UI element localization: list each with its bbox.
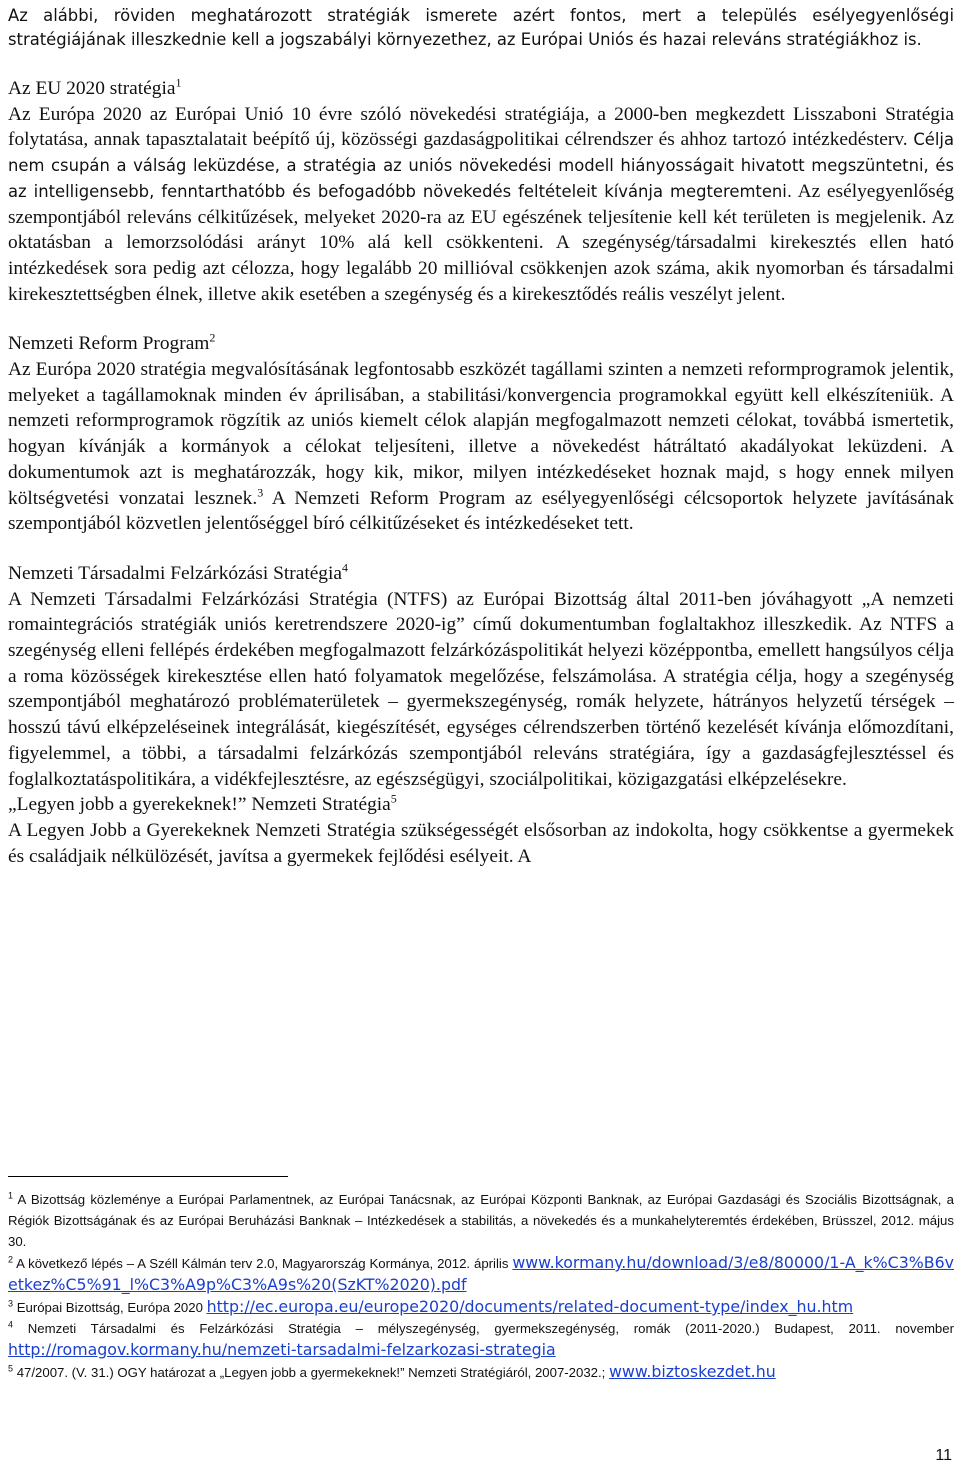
section-body-ntfs: A Nemzeti Társadalmi Felzárkózási Stratégia (NTFS) az Európai Bizottság által 2011-ben jóváhagyott „A nemzeti romaintegrációs stratégiák uniós keretrendszere 2020-ig” című dokumentumban foglaltakhoz illeszkedik. Az NTFS a szegénység elleni fellépés érdekében megfogalmazott felzárkózáspolitikát helyezi középpontba, emellett hangsúlyos célja a roma közösségek kirekesztése ellen ható folyamatok megelőzése, felszámolása. A stratégia célja, hogy a szegénység szempontjából meghatározó problématerületek – gyermekszegénység, romák helyzete, hátrányos helyzetű térségek – hosszú távú elképzeléseinek integrálását, kiegészítését, egységes célrendszerben történő kezelését kívánja előmozdítani, figyelemmel, a többi, a társadalmi felzárkózás szempontjából releváns stratégiára, így a gazdaságfejlesztéssel és foglalkoztatáspolitikára, a vidékfejlesztésre, az egészségügyi, szociálpolitikai, közigazgatási elképzelésekre. xyxy=(8,588,954,790)
footnote-text: A Bizottság közleménye a Európai Parlamentnek, az Európai Tanácsnak, az Európai Központi Banknak, az Európai Gazdasági és Szociális Bizottságnak, a Régiók Bizottságának és az Európai Beruházási Banknak – Intézkedések a stabilitás, a növekedés és a munkahelyteremtés érdekében, Brüsszel, 2012. május 30. xyxy=(8,1192,954,1249)
footnote-text: 47/2007. (V. 31.) OGY határozat a „Legyen jobb a gyermekeknek!” Nemzeti Stratégiáról, 2007-2032.; xyxy=(16,1365,606,1380)
body-text-sans: Célja nem csupán a válság leküzdése, a stratégia az uniós növekedési modell hiányosságait hivatott megszüntetni, és az intelligensebb, fenntarthatóbb és befogadóbb növekedés feltételeit kívánja megteremteni. xyxy=(8,130,954,201)
footnote-ref: 5 xyxy=(390,791,397,806)
section-body-nrp xyxy=(8,357,954,537)
section-body-eu2020 xyxy=(8,102,954,308)
footnote-divider xyxy=(8,1176,288,1177)
body-text: A Nemzeti Reform Program az esélyegyenlőségi célcsoportok helyzete javításának szempontjából közvetlen jelentőséggel bíró célkitűzéseket és intézkedéseket tett. xyxy=(8,487,954,535)
heading-text: Nemzeti Társadalmi Felzárkózási Stratégia xyxy=(8,562,342,584)
section-heading-children xyxy=(8,792,954,818)
section-heading-nrp xyxy=(8,331,954,357)
footnote-text: Nemzeti Társadalmi és Felzárkózási Stratégia – mélyszegénység, gyermekszegénység, romák (2011-2020.) Budapest, 2011. november xyxy=(27,1321,954,1336)
body-text: Az esélyegyenlőség szempontjából releváns célkitűzések, melyeket 2020-ra az EU egészének teljesítenie kell két területen is megjelenik. Az oktatásban a lemorzsolódási arányt 10% alá kell csökkenteni. A szegénység/társadalmi kirekesztés ellen ható intézkedések sora pedig azt célozza, hogy legalább 20 millióval csökkenjen azok száma, akik nyomorban és társadalmi kirekesztettségben élnek, illetve akik esetében a szegénység és a kirekesztődés reális veszélyt jelent. xyxy=(8,180,955,305)
intro-paragraph: Az alábbi, röviden meghatározott stratégiák ismerete azért fontos, mert a település esélyegyenlőségi stratégiájának illeszkednie kell a jogszabályi környezethez, az Európai Uniós és hazai releváns stratégiákhoz is. xyxy=(8,6,954,49)
footnote-ref: 2 xyxy=(209,330,216,345)
document-page xyxy=(8,0,954,869)
heading-text: Az EU 2020 stratégia xyxy=(8,78,176,99)
section-body-children: A Legyen Jobb a Gyerekeknek Nemzeti Stratégia szükségességét elsősorban az indokolta, hogy csökkentse a gyermekek és családjaik nélkülözését, javítsa a gyermekek fejlődési esélyeit. A xyxy=(8,819,954,867)
footnote-ref: 3 xyxy=(257,485,264,500)
footnote-ref: 4 xyxy=(342,560,348,575)
footnote-link[interactable]: www.biztoskezdet.hu xyxy=(609,1362,776,1381)
section-heading-ntfs xyxy=(8,561,954,587)
footnote-ref: 1 xyxy=(175,75,182,90)
footnote-1 xyxy=(8,1189,954,1252)
footnote-number: 4 xyxy=(8,1319,14,1330)
body-text: Az Európa 2020 az Európai Unió 10 évre szóló növekedési stratégiája, a 2000-ben megkezdett Lisszaboni Stratégia folytatása, annak tapasztalatait beépítő új, közösségi gazdaságpolitikai célrendszer és ahhoz tartozó intézkedésterv. xyxy=(8,103,954,151)
footnote-number: 3 xyxy=(8,1298,14,1309)
footnote-text: A következő lépés – A Széll Kálmán terv 2.0, Magyarország Kormánya, 2012. április xyxy=(16,1256,509,1271)
footnotes xyxy=(8,1189,954,1383)
heading-text: „Legyen jobb a gyerekeknek!” Nemzeti Stratégia xyxy=(8,794,391,816)
footnote-number: 5 xyxy=(8,1363,14,1374)
footnote-5 xyxy=(8,1361,954,1383)
body-text: Az Európa 2020 stratégia megvalósításának legfontosabb eszközét tagállami szinten a nemzeti reformprogramok jelentik, melyeket a tagállamoknak minden év áprilisában, a stabilitási/konvergencia programokkal együtt kell elkészíteniük. A nemzeti reformprogramok rögzítik az uniós kiemelt célok alapján megfogalmazott nemzeti célokat, továbbá ismertetik, hogyan kívánják a kormányok a célokat teljesíteni, illetve a növekedést hátráltató akadályokat leküzdeni. A dokumentumok azt is meghatározzák, hogy kik, mikor, milyen intézkedéseket hoznak majd, s hogy ennek milyen költségvetési vonzatai lesznek. xyxy=(8,359,954,509)
footnote-2 xyxy=(8,1252,954,1296)
footnote-link[interactable]: http://ec.europa.eu/europe2020/documents/related-document-type/index_hu.htm xyxy=(206,1297,854,1316)
footnote-3 xyxy=(8,1296,954,1318)
heading-text: Nemzeti Reform Program xyxy=(8,333,210,355)
footnote-link[interactable]: http://romagov.kormany.hu/nemzeti-tarsadalmi-felzarkozasi-strategia xyxy=(8,1340,556,1359)
footnote-text: Európai Bizottság, Európa 2020 xyxy=(16,1300,203,1315)
footnote-number: 2 xyxy=(8,1254,14,1265)
page-number: 11 xyxy=(935,1447,952,1464)
footnote-4 xyxy=(8,1318,954,1361)
footnote-link[interactable]: www.kormany.hu/download/3/e8/80000/1-A_k%C3%B6vetkez%C5%91_l%C3%A9p%C3%A9s%20(SzKT%2020).pdf xyxy=(8,1253,955,1294)
footnote-number: 1 xyxy=(8,1190,14,1201)
section-heading-eu2020 xyxy=(8,76,954,102)
